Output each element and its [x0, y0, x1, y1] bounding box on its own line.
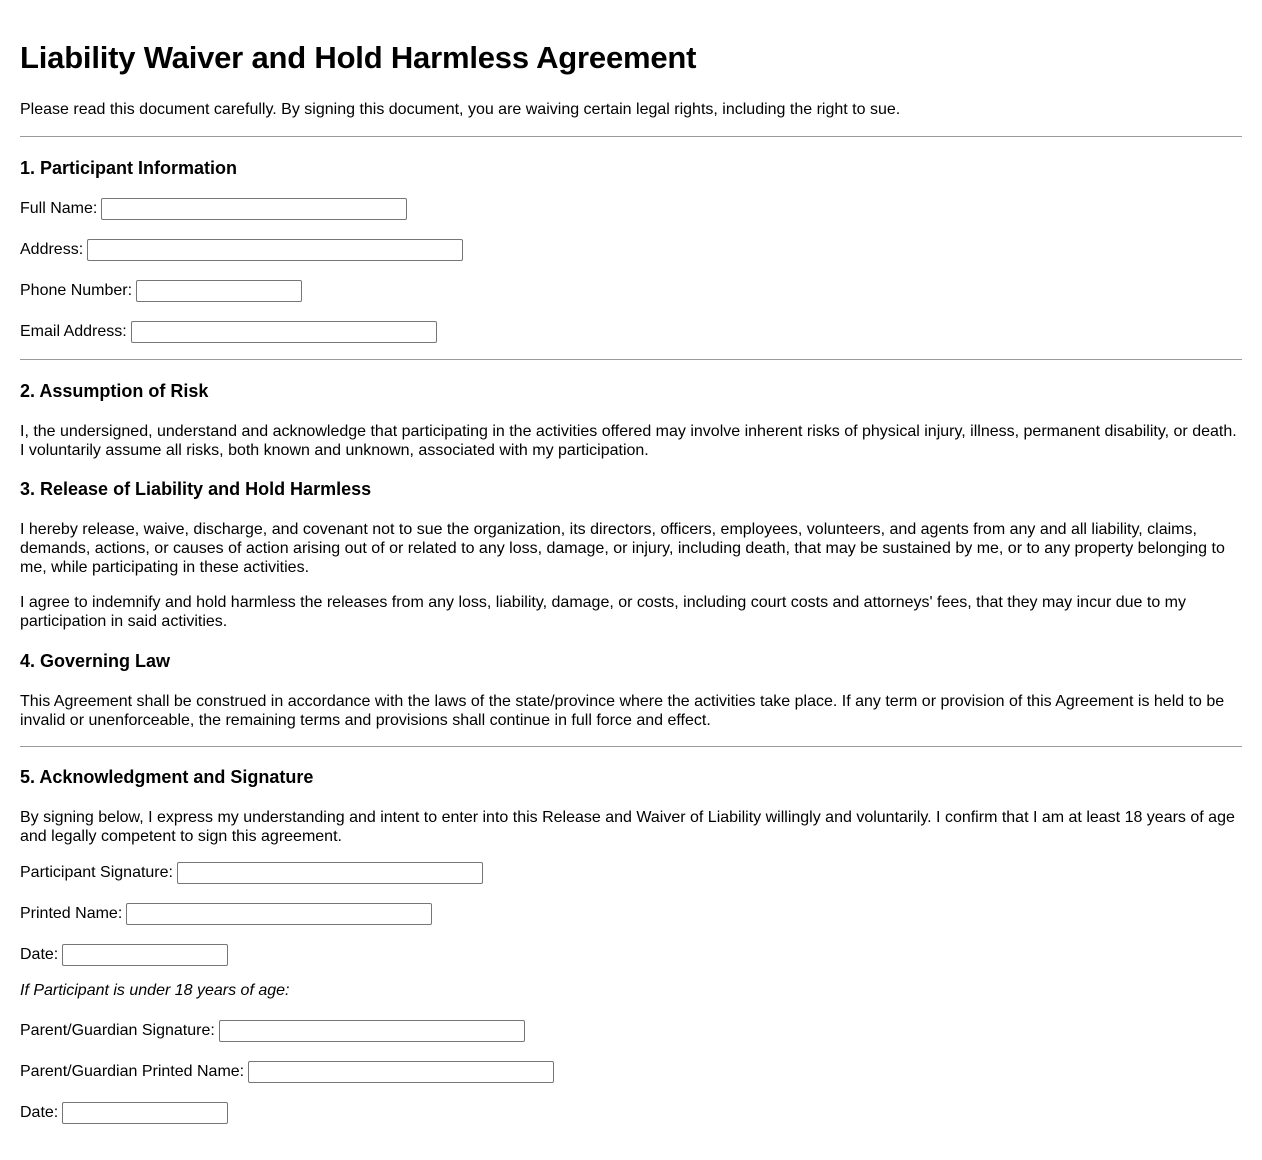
assumption-of-risk-text: I, the undersigned, understand and acknowledge that participating in the activities offered may involve inherent risks of physical injury, illness, permanent disability, or death. I voluntarily assume all risks, both known and unknown, associated with my participation.	[20, 423, 1237, 459]
acknowledgment-text: By signing below, I express my understanding and intent to enter into this Release and Waiver of Liability willingly and voluntarily. I confirm that I am at least 18 years of age and legally competent to sign this agreement.	[20, 809, 1235, 845]
phone-row	[20, 280, 302, 302]
full-name-label: Full Name:	[20, 200, 98, 217]
section-acknowledgment-heading: 5. Acknowledgment and Signature	[20, 767, 314, 787]
date-label: Date:	[20, 946, 59, 963]
participant-signature-label: Participant Signature:	[20, 864, 173, 881]
guardian-printed-name-input[interactable]	[248, 1061, 554, 1083]
governing-law-text: This Agreement shall be construed in accordance with the laws of the state/province where the activities take place. If any term or provision of this Agreement is held to be invalid or unenforceable, the remaining terms and provisions shall continue in full force and effect.	[20, 693, 1225, 729]
indemnify-text: I agree to indemnify and hold harmless the releases from any loss, liability, damage, or costs, including court costs and attorneys' fees, that they may incur due to my participation in said activities.	[20, 594, 1186, 630]
guardian-signature-input[interactable]	[219, 1020, 525, 1042]
guardian-date-row	[20, 1102, 228, 1124]
date-input[interactable]	[62, 944, 228, 966]
printed-name-label: Printed Name:	[20, 905, 123, 922]
release-of-liability-text: I hereby release, waive, discharge, and covenant not to sue the organization, its directors, officers, employees, volunteers, and agents from any and all liability, claims, demands, actions, or causes of action arising out of or related to any loss, damage, or injury, including death, that may be sustained by me, or to any property belonging to me, while participating in these activities.	[20, 521, 1225, 576]
printed-name-input[interactable]	[126, 903, 432, 925]
guardian-printed-name-row	[20, 1061, 554, 1083]
guardian-signature-label: Parent/Guardian Signature:	[20, 1022, 215, 1039]
participant-signature-input[interactable]	[177, 862, 483, 884]
date-row	[20, 944, 228, 966]
phone-label: Phone Number:	[20, 282, 133, 299]
section-release-of-liability-heading: 3. Release of Liability and Hold Harmless	[20, 479, 372, 499]
section-assumption-of-risk-heading: 2. Assumption of Risk	[20, 381, 209, 401]
guardian-printed-name-label: Parent/Guardian Printed Name:	[20, 1063, 245, 1080]
guardian-signature-row	[20, 1020, 525, 1042]
section-participant-information-heading: 1. Participant Information	[20, 158, 238, 178]
printed-name-row	[20, 903, 432, 925]
full-name-input[interactable]	[101, 198, 407, 220]
divider	[20, 136, 1242, 137]
phone-input[interactable]	[136, 280, 302, 302]
divider	[20, 359, 1242, 360]
page-title: Liability Waiver and Hold Harmless Agreement	[20, 40, 697, 75]
intro-text: Please read this document carefully. By signing this document, you are waiving certain legal rights, including the right to sue.	[20, 101, 901, 118]
divider	[20, 746, 1242, 747]
address-row	[20, 239, 463, 261]
email-label: Email Address:	[20, 323, 127, 340]
address-input[interactable]	[87, 239, 463, 261]
participant-signature-row	[20, 862, 483, 884]
address-label: Address:	[20, 241, 84, 258]
guardian-date-input[interactable]	[62, 1102, 228, 1124]
email-input[interactable]	[131, 321, 437, 343]
minor-note: If Participant is under 18 years of age:	[20, 982, 290, 999]
full-name-row	[20, 198, 407, 220]
guardian-date-label: Date:	[20, 1104, 59, 1121]
email-row	[20, 321, 437, 343]
section-governing-law-heading: 4. Governing Law	[20, 651, 171, 671]
